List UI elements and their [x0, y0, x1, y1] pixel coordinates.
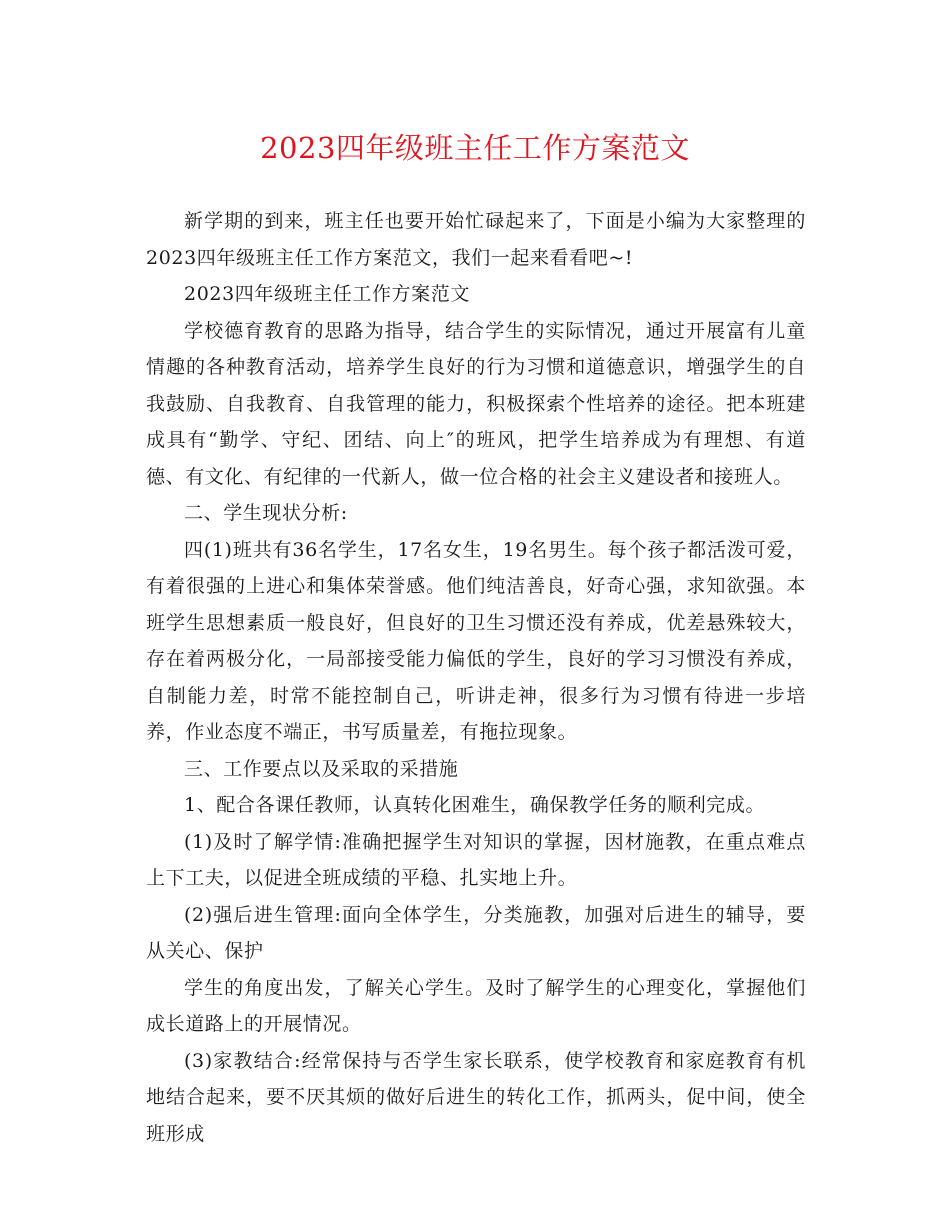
section-heading-work-points: 三、工作要点以及采取的采措施 [184, 757, 459, 780]
document-body [146, 203, 806, 1152]
paragraph-point-1: 1、配合各课任教师，认真转化困难生，确保教学任务的顺利完成。 [184, 794, 766, 816]
paragraph-guiding-idea: 学校德育教育的思路为指导，结合学生的实际情况，通过开展富有儿童情趣的各种教育活动，培养学生良好的行为习惯和道德意识，增强学生的自我鼓励、自我教育、自我管理的能力，积极探索个性培养的途径。把本班建成具有“勤学、守纪、团结、向上″的班风，把学生培养成为有理想、有道德、有文化、有纪律的一代新人，做一位合格的社会主义建设者和接班人。 [146, 319, 806, 488]
paragraph-point-1-3: (3)家教结合:经常保持与否学生家长联系，使学校教育和家庭教育有机地结合起来，要不厌其烦的做好后进生的转化工作，抓两头，促中间，使全班形成 [146, 1049, 806, 1145]
paragraph-point-1-1: (1)及时了解学情:准确把握学生对知识的掌握，因材施教，在重点难点上下工夫，以促进全班成绩的平稳、扎实地上升。 [146, 830, 806, 889]
section-heading-student-analysis: 二、学生现状分析: [184, 502, 348, 524]
paragraph-point-1-2-cont: 学生的角度出发，了解关心学生。及时了解学生的心理变化，掌握他们成长道路上的开展情况。 [146, 976, 806, 1035]
paragraph-subtitle: 2023四年级班主任工作方案范文 [184, 283, 470, 305]
paragraph-intro: 新学期的到来，班主任也要开始忙碌起来了，下面是小编为大家整理的2023四年级班主任工作方案范文，我们一起来看看吧~! [146, 210, 806, 269]
paragraph-student-analysis: 四(1)班共有36名学生，17名女生，19名男生。每个孩子都活泼可爱，有着很强的上进心和集体荣誉感。他们纯洁善良，好奇心强，求知欲强。本班学生思想素质一般良好，但良好的卫生习惯还没有养成，优差悬殊较大，存在着两极分化，一局部接受能力偏低的学生，良好的学习习惯没有养成，自制能力差，时常不能控制自己，听讲走神，很多行为习惯有待进一步培养，作业态度不端正，书写质量差，有拖拉现象。 [146, 538, 806, 743]
paragraph-point-1-2: (2)强后进生管理:面向全体学生，分类施教，加强对后进生的辅导，要从关心、保护 [146, 903, 806, 962]
document-title: 2023四年级班主任工作方案范文 [260, 131, 690, 165]
